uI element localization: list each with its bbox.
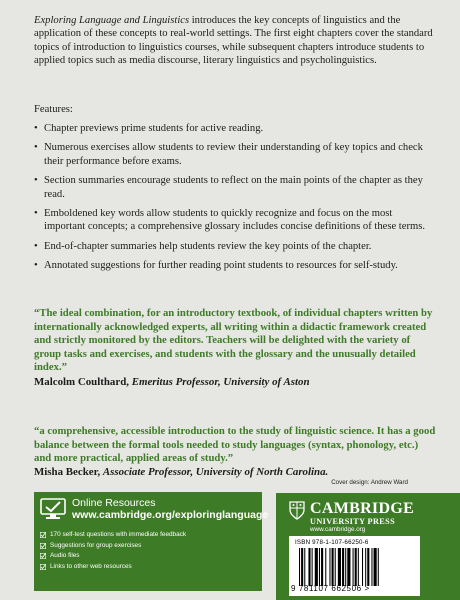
review-quote: “a comprehensive, accessible introduction to the study of linguistic science. It has a good balance between the formal tools needed to study languages (syntax, phonology, etc.) and more practical, applied areas of study.” <box>34 425 436 465</box>
feature-item: • Numerous exercises allow students to review their understanding of key topics and check their performance before exams. <box>34 142 423 167</box>
checkbox-icon <box>40 564 46 570</box>
online-resources-title: Online Resources <box>72 497 156 509</box>
online-resource-item: 170 self-test questions with immediate feedback <box>40 530 186 541</box>
cover-design-credit: Cover design: Andrew Ward <box>331 479 408 486</box>
online-resources-list <box>40 530 186 572</box>
bullet-icon: • <box>34 240 38 252</box>
barcode-number: 9 781107 662506 > <box>291 584 370 593</box>
feature-item: • Annotated suggestions for further reading point students to resources for self-study. <box>34 260 398 272</box>
publisher-website[interactable]: www.cambridge.org <box>310 526 366 533</box>
feature-item: • End-of-chapter summaries help students review the key points of the chapter. <box>34 240 372 252</box>
isbn: ISBN 978-1-107-66250-6 <box>295 539 369 546</box>
online-resource-item: Links to other web resources <box>40 562 186 573</box>
bullet-icon: • <box>34 208 38 220</box>
publisher-press: UNIVERSITY PRESS <box>310 517 396 526</box>
publisher-name: CAMBRIDGE <box>310 500 415 517</box>
checkbox-icon <box>40 543 46 549</box>
review-attribution: Misha Becker, Associate Professor, University of North Carolina. <box>34 466 329 478</box>
feature-item: • Chapter previews prime students for active reading. <box>34 123 264 134</box>
bullet-icon: • <box>34 260 38 272</box>
reviewer-name: Malcolm Coulthard <box>34 376 127 388</box>
online-resource-item: Suggestions for group exercises <box>40 541 186 552</box>
review-attribution: Malcolm Coulthard, Emeritus Professor, University of Aston <box>34 376 310 388</box>
checkbox-icon <box>40 532 46 538</box>
feature-item: • Emboldened key words allow students to quickly recognize and focus on the most important concepts; a comprehensive glossary includes concise definitions of these terms. <box>34 208 425 233</box>
features-heading: Features: <box>34 104 73 115</box>
intro-paragraph <box>34 14 436 68</box>
barcode-box <box>289 536 420 596</box>
intro-text: introduces the key concepts of linguistics and the application of these concepts to real-world settings. The first eight chapters cover the standard topics of introduction to linguistics courses, while subsequent chapters introduce students to applied topics such as media discourse, literary linguistics and psycholinguistics. <box>34 15 433 67</box>
barcode-icon <box>295 548 415 586</box>
features-list <box>34 122 434 279</box>
feature-item: • Section summaries encourage students to reflect on the main points of the chapter as they read. <box>34 175 423 200</box>
reviewer-role: Associate Professor, University of North Carolina. <box>102 466 329 478</box>
reviewer-role: Emeritus Professor, University of Aston <box>131 376 310 388</box>
online-resource-item: Audio files <box>40 551 186 562</box>
online-resources-url[interactable]: www.cambridge.org/exploringlanguage <box>72 509 269 521</box>
review-quote: “The ideal combination, for an introductory textbook, of individual chapters written by internationally acknowledged experts, all writing within a didactic framework created and strictly monitored by the editors. Teachers will be delighted with the variety of group tasks and exercises, and students with the glossary and the unusually detailed index.” <box>34 307 433 374</box>
online-resources-box <box>34 492 269 591</box>
publisher-panel <box>276 493 460 600</box>
monitor-icon <box>40 498 66 520</box>
checkbox-icon <box>40 553 46 559</box>
reviewer-name: Misha Becker <box>34 466 98 478</box>
shield-icon <box>289 501 305 520</box>
bullet-icon: • <box>34 123 38 134</box>
bullet-icon: • <box>34 142 38 154</box>
book-title: Exploring Language and Linguistics <box>34 15 190 26</box>
bullet-icon: • <box>34 175 38 187</box>
